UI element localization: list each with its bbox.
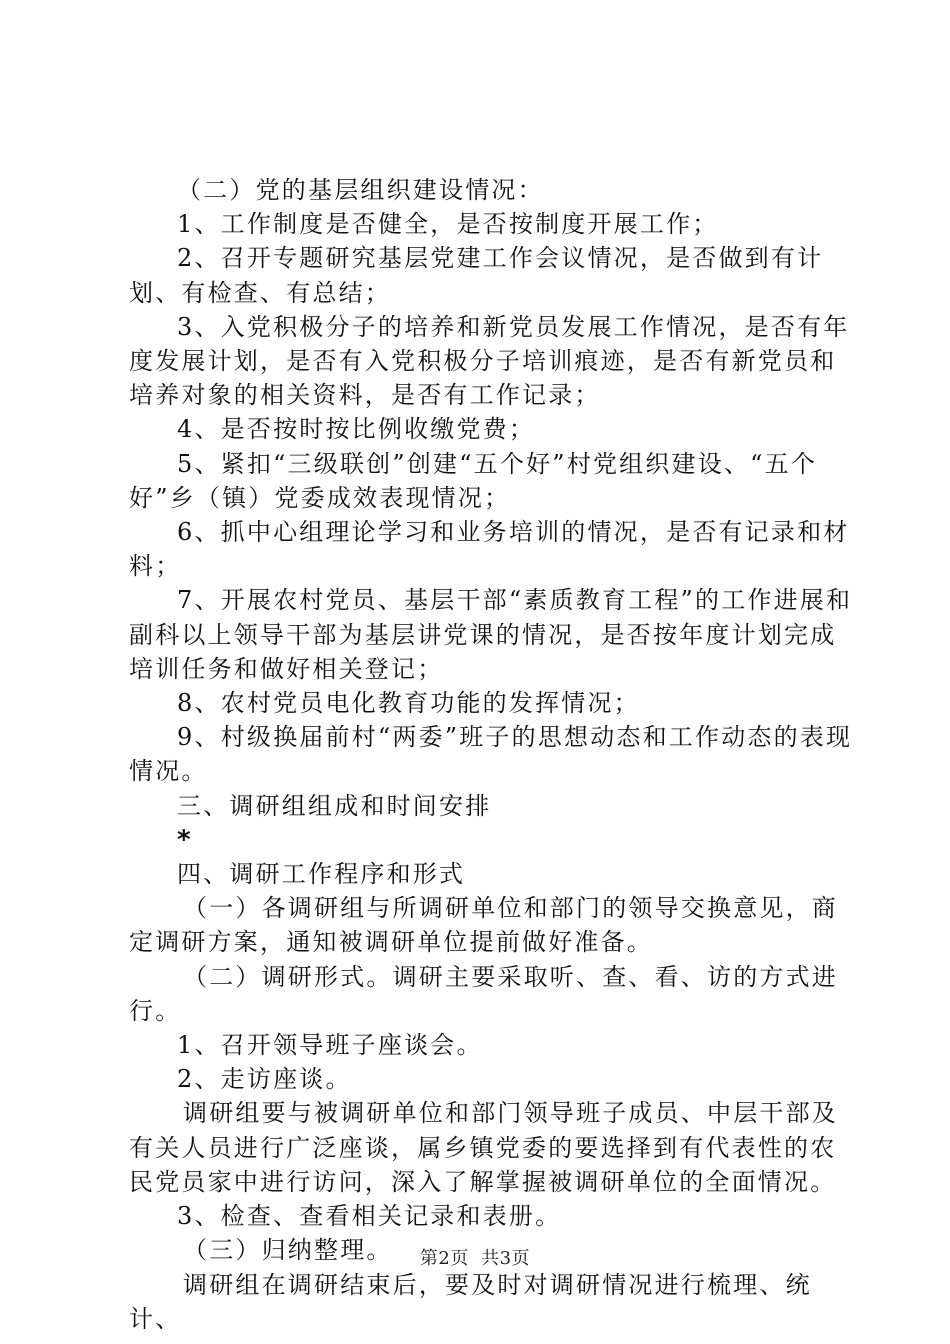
list-item: 1、工作制度是否健全，是否按制度开展工作； [177, 210, 719, 239]
list-item: 5、紧扣“三级联创”创建“五个好”村党组织建设、“五个好”乡（镇）党委成效表现情况； [129, 449, 818, 512]
list-item: 1、召开领导班子座谈会。 [177, 1031, 483, 1060]
list-item: 6、抓中心组理论学习和业务培训的情况，是否有记录和材料； [129, 518, 850, 581]
section-heading: 四、调研工作程序和形式 [177, 860, 466, 889]
list-item: 2、走访座谈。 [177, 1065, 352, 1094]
paragraph: （一）各调研组与所调研单位和部门的领导交换意见，商定调研方案，通知被调研单位提前做好准备。 [129, 894, 838, 957]
list-item: 4、是否按时按比例收缴党费； [177, 415, 536, 444]
list-item: 8、农村党员电化教育功能的发挥情况； [177, 689, 640, 718]
paragraph: 调研组在调研结束后，要及时对调研情况进行梳理、统计、 [129, 1270, 812, 1333]
list-item: 9、村级换届前村“两委”班子的思想动态和工作动态的表现情况。 [129, 723, 853, 786]
paragraph: （二）调研形式。调研主要采取听、查、看、访的方式进行。 [129, 962, 838, 1025]
page-number: 第2页 [419, 1248, 469, 1269]
list-item: 2、召开专题研究基层党建工作会议情况，是否做到有计划、有检查、有总结； [129, 244, 824, 307]
document-body [129, 173, 857, 1336]
section-heading: （二）党的基层组织建设情况： [177, 176, 544, 204]
section-heading: （三）归纳整理。 [183, 1236, 393, 1265]
page-footer [0, 1244, 950, 1270]
list-item: 3、入党积极分子的培养和新党员发展工作情况，是否有年度发展计划，是否有入党积极分子培训痕迹，是否有新党员和培养对象的相关资料，是否有工作记录； [129, 312, 850, 410]
page-total: 共3页 [481, 1248, 531, 1269]
paragraph: 调研组要与被调研单位和部门领导班子成员、中层干部及有关人员进行广泛座谈，属乡镇党委的要选择到有代表性的农民党员家中进行访问，深入了解掌握被调研单位的全面情况。 [129, 1099, 838, 1196]
list-item: 3、检查、查看相关记录和表册。 [177, 1202, 562, 1231]
section-heading: 三、调研组组成和时间安排 [177, 791, 492, 820]
asterisk-marker: * [177, 824, 193, 855]
list-item: 7、开展农村党员、基层干部“素质教育工程”的工作进展和副科以上领导干部为基层讲党课的情况，是否按年度计划完成培训任务和做好相关登记； [129, 586, 853, 683]
